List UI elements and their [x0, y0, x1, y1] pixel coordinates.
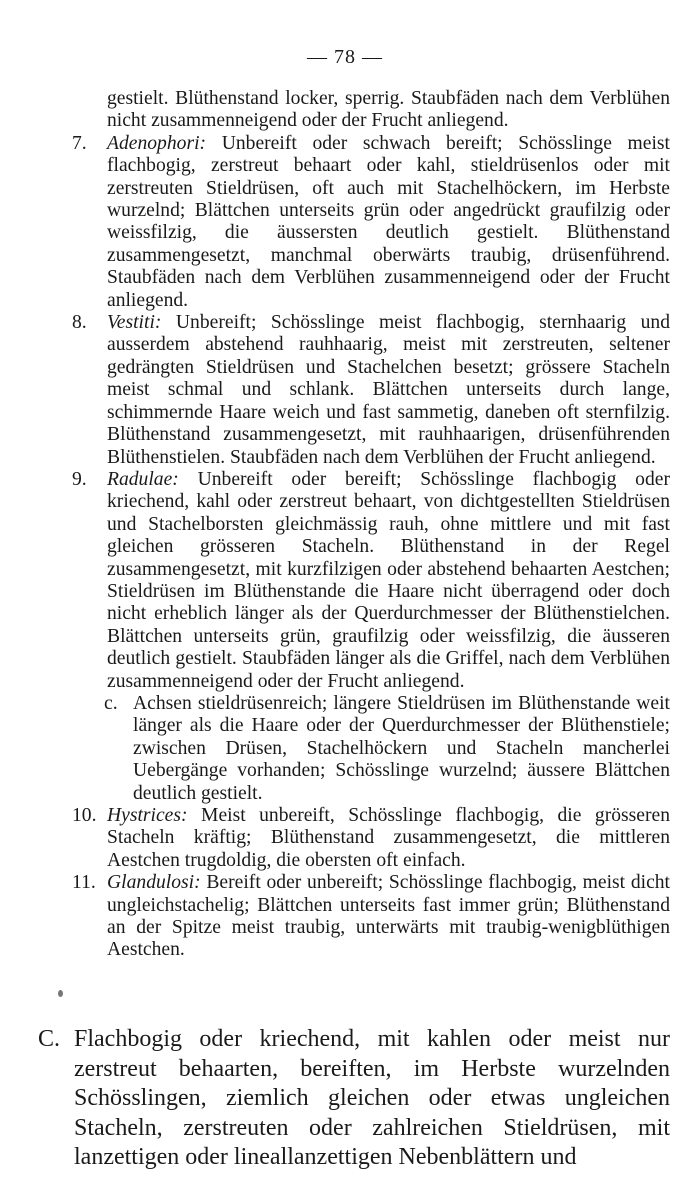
subentry-text: Achsen stieldrüsenreich; längere Stieldrüsen im Blüthenstande weit länger als die Haare oder der Querdurchmesser der Blüthenstiele; zwischen Drüsen, Stachelhöckern und Stacheln mancherlei Uebergänge vorhanden; Schösslinge wurzelnd; äussere Blättchen deutlich gestielt. — [133, 692, 670, 804]
entry-number: 8. — [72, 312, 87, 334]
section-letter: C. — [38, 1026, 61, 1052]
section-c-paragraph — [30, 1025, 670, 1173]
entry-text: Meist unbereift, Schösslinge flachbogig, die grösseren Stacheln kräftig; Blüthenstand zusammengesetzt, die mittleren Aestchen trugdoldig, die obersten oft einfach. — [107, 805, 670, 871]
entry-group-name: Hystrices: — [107, 805, 188, 826]
entry-number: 9. — [72, 468, 87, 490]
subentry-letter: c. — [104, 692, 118, 714]
entry-text: Bereift oder unbereift; Schösslinge flachbogig, meist dicht ungleichstachelig; Blättchen unterseits fast immer grün; Blüthenstand an der Spitze meist traubig, unterwärts mit traubig-wenigblüthigen Aestchen. — [107, 872, 671, 961]
key-entry-7 — [30, 133, 670, 312]
key-entry-10 — [30, 805, 670, 872]
page-number: — 78 — — [307, 46, 383, 68]
key-text — [30, 88, 670, 962]
ink-speck — [58, 990, 63, 997]
key-entry-8 — [30, 312, 670, 469]
entry-group-name: Radulae: — [107, 468, 179, 490]
entry-group-name: Glandulosi: — [107, 872, 201, 894]
key-entry-11 — [30, 872, 670, 962]
section-c — [30, 1025, 670, 1173]
entry-text: Unbereift oder schwach bereift; Schösslinge meist flachbogig, zerstreut behaart oder kahl, stieldrüsenlos oder mit zerstreuten Stieldrüsen, oft auch mit Stachelhöckern, im Herbste wurzelnd; Blättchen unterseits grün oder angedrückt graufilzig oder weissfilzig, die äussersten deutlich gestielt. Blüthenstand zusammengesetzt, manchmal oberwärts traubig, drüsenführend. Staubfäden nach dem Verblühen zusammenneigend oder der Frucht anliegend. — [107, 132, 670, 311]
entry-number: 10. — [72, 805, 97, 826]
entry-text: Unbereift oder bereift; Schösslinge flachbogig oder kriechend, kahl oder zerstreut behaart, von dichtgestellten Stieldrüsen und Stachelborsten gleichmässig rauh, ohne mittlere und mit fast gleichen grösseren Stacheln. Blüthenstand in der Regel zusammengesetzt, mit kurzfilzigen oder abstehend behaarten Aestchen; Stieldrüsen im Blüthenstande die Haare nicht überragend oder doch nicht erheblich länger als der Querdurchmesser der Blüthenstielchen. Blättchen unterseits grün, graufilzig oder weissfilzig, die äusseren deutlich gestielt. Staubfäden länger als die Griffel, nach dem Verblühen zusammenneigend oder der Frucht anliegend. — [107, 468, 670, 692]
entry-text: Unbereift; Schösslinge meist flachbogig, sternhaarig und ausserdem abstehend rauhhaarig, meist mit zerstreuten, seltener gedrängten Stieldrüsen und Stachelchen besetzt; grössere Stacheln meist schmal und schlank. Blättchen unterseits durch lange, schimmernde Haare weich und fast sammetig, daneben oft sternfilzig. Blüthenstand zusammengesetzt, mit rauhhaarigen, drüsenführenden Blüthenstielen. Staubfäden nach dem Verblühen der Frucht anliegend. — [107, 312, 670, 468]
entry-group-name: Vestiti: — [107, 312, 162, 334]
continuation-paragraph — [30, 88, 670, 133]
section-c-text: Flachbogig oder kriechend, mit kahlen oder meist nur zerstreut behaarten, bereiften, im Herbste wurzelnden Schösslingen, ziemlich gleichen oder etwas ungleichen Stacheln, zerstreuten oder zahlreichen Stieldrüsen, mit lanzettigen oder lineallanzettigen Nebenblättern und — [74, 1026, 670, 1170]
key-entry-9 — [30, 469, 670, 693]
entry-group-name: Adenophori: — [107, 132, 207, 154]
key-subentry-c — [30, 693, 670, 805]
entry-number: 11. — [72, 872, 96, 894]
entry-number: 7. — [72, 132, 87, 154]
continuation-text: gestielt. Blüthenstand locker, sperrig. Staubfäden nach dem Verblühen nicht zusammenneigend oder der Frucht anliegend. — [107, 88, 670, 132]
